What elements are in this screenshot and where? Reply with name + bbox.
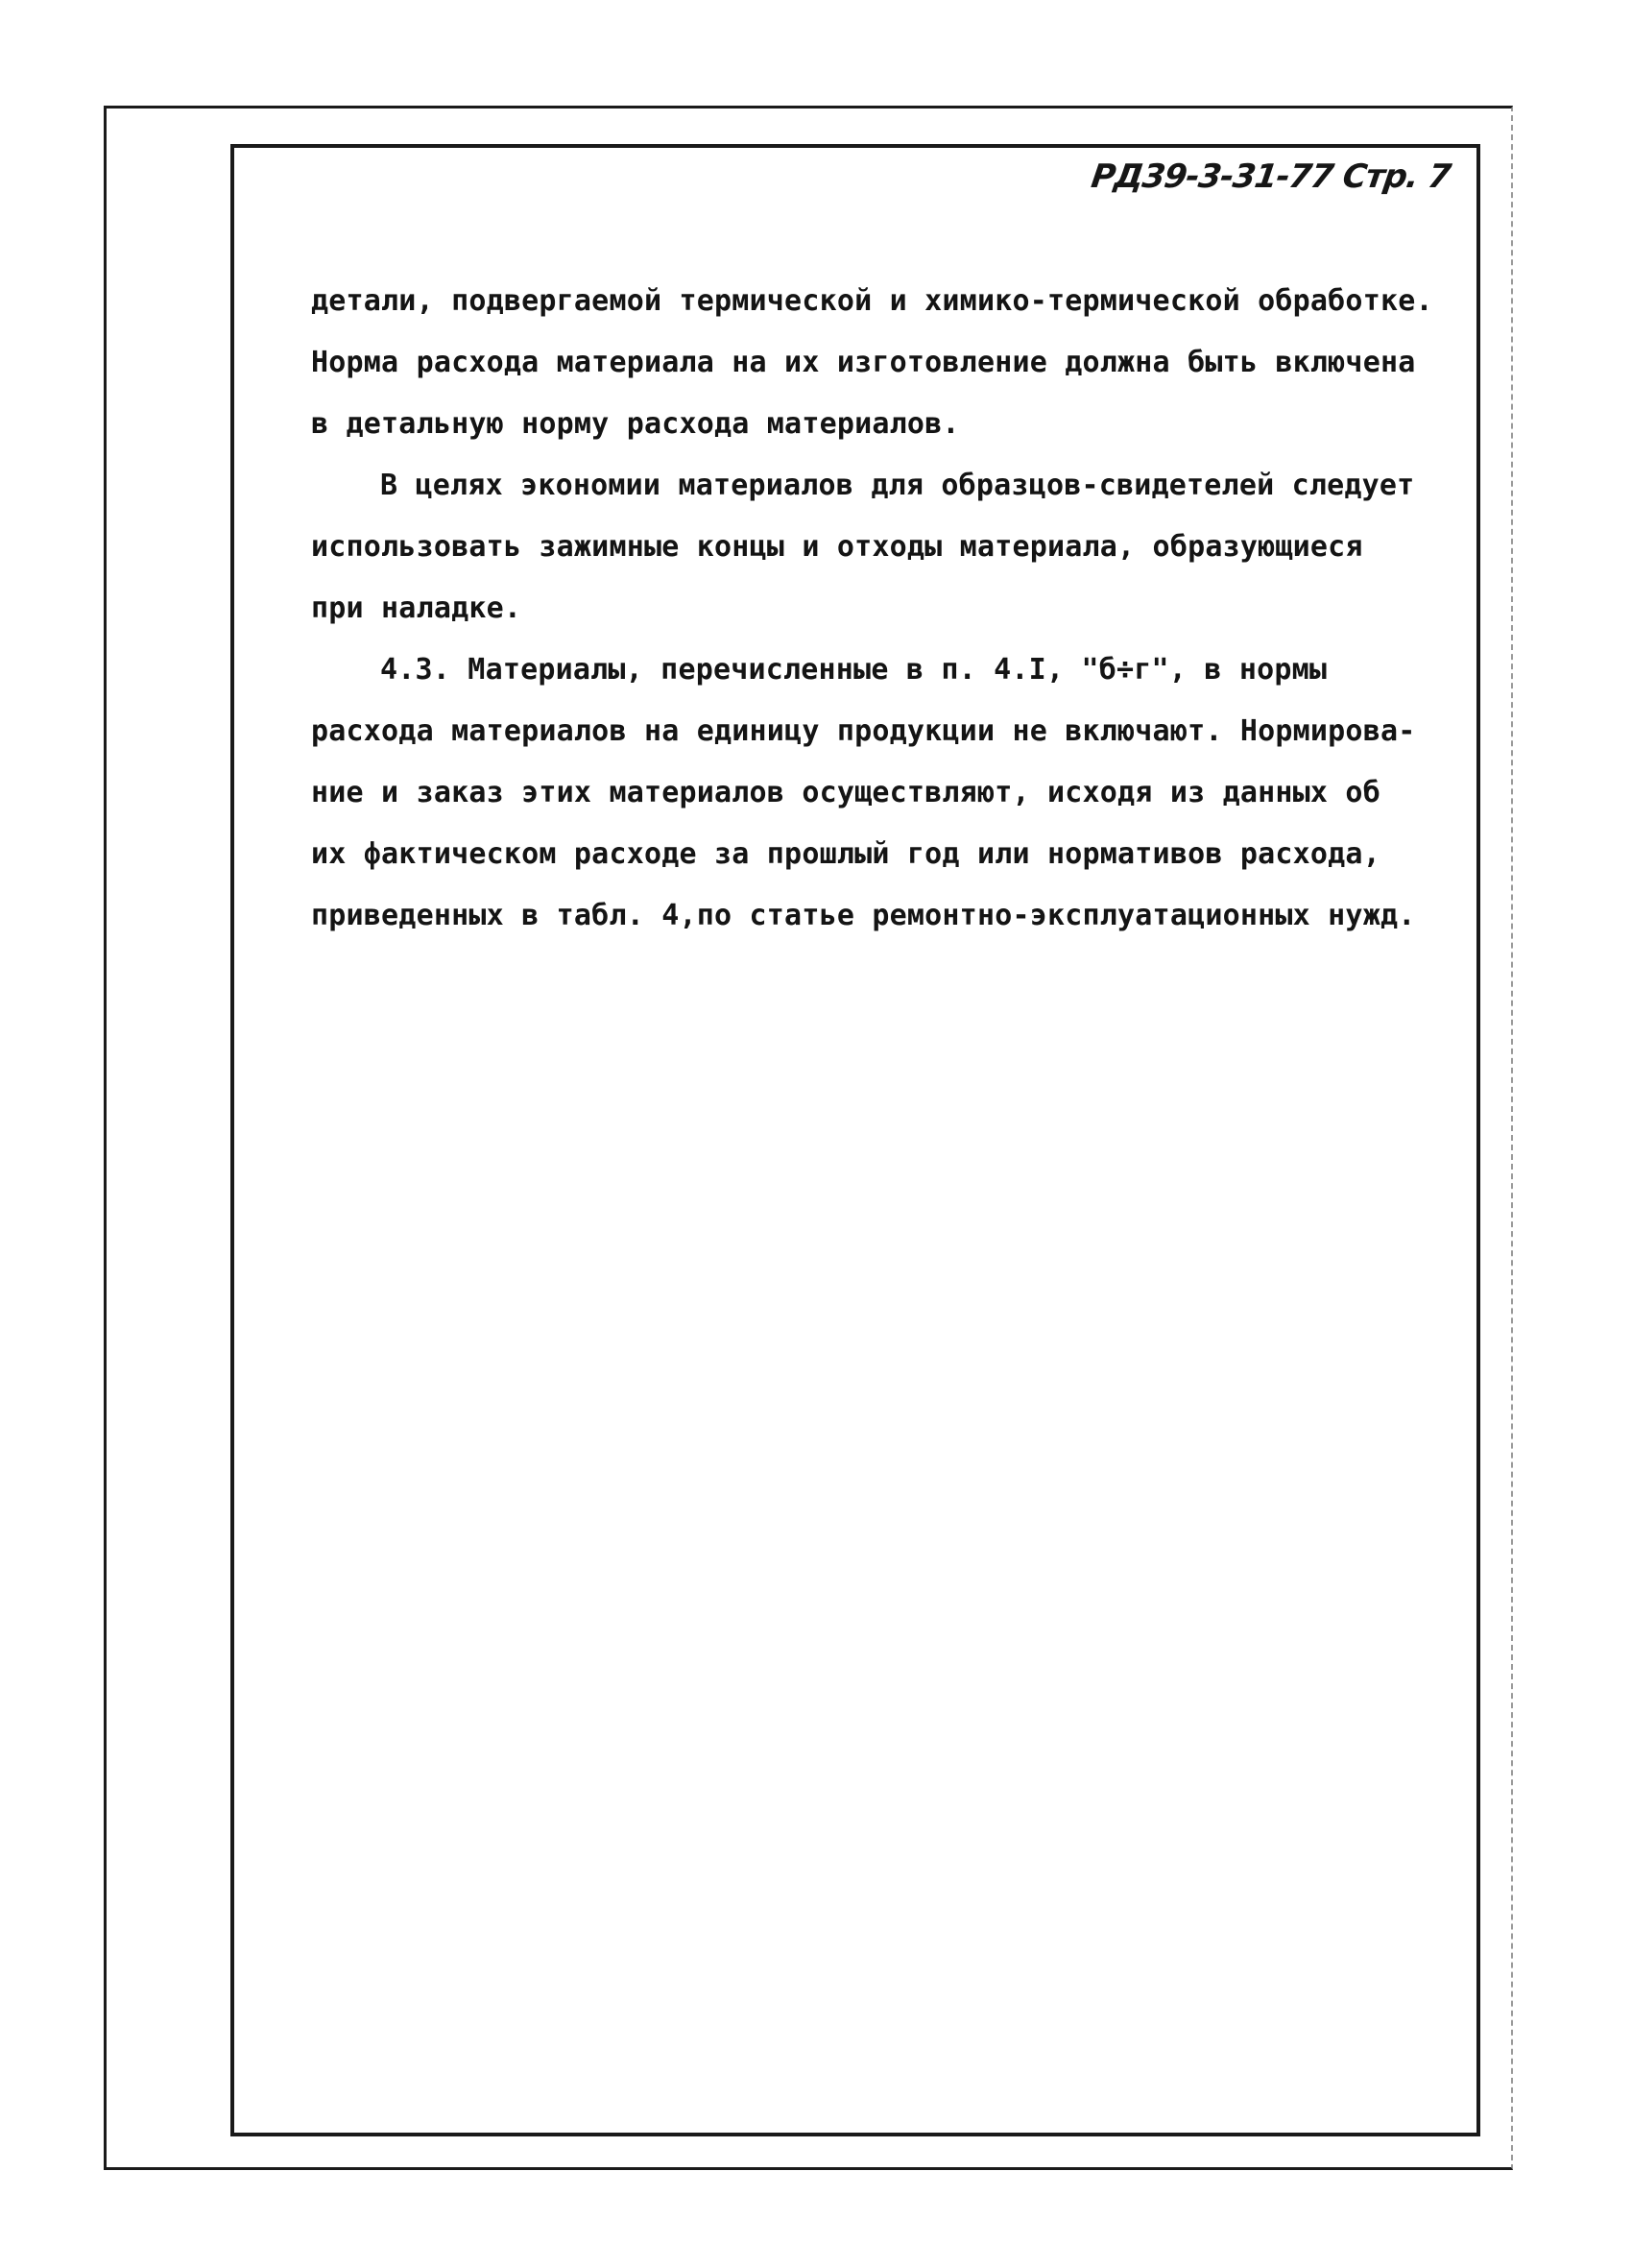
document-code-header: РД39-3-31-77 Стр. 7 <box>1088 157 1452 196</box>
text-line: Норма расхода материала на их изготовление должна быть включена <box>311 346 1416 379</box>
document-frame <box>230 144 1480 2136</box>
text-line: использовать зажимные концы и отходы материала, образующиеся <box>311 530 1363 564</box>
text-line: их фактическом расходе за прошлый год или нормативов расхода, <box>311 837 1380 871</box>
text-line: расхода материалов на единицу продукции не включают. Нормирова- <box>311 714 1416 748</box>
body-text <box>311 271 1463 947</box>
text-line: при наладке. <box>311 591 522 625</box>
text-line: 4.3. Материалы, перечисленные в п. 4.I, "б÷г", в нормы <box>380 653 1328 687</box>
text-line: ние и заказ этих материалов осуществляют, исходя из данных об <box>311 776 1380 809</box>
text-line: в детальную норму расхода материалов. <box>311 407 960 441</box>
text-line: детали, подвергаемой термической и химико-термической обработке. <box>311 284 1433 318</box>
text-line: приведенных в табл. 4,по статье ремонтно-эксплуатационных нужд. <box>311 899 1416 932</box>
text-line: В целях экономии материалов для образцов-свидетелей следует <box>380 469 1415 502</box>
